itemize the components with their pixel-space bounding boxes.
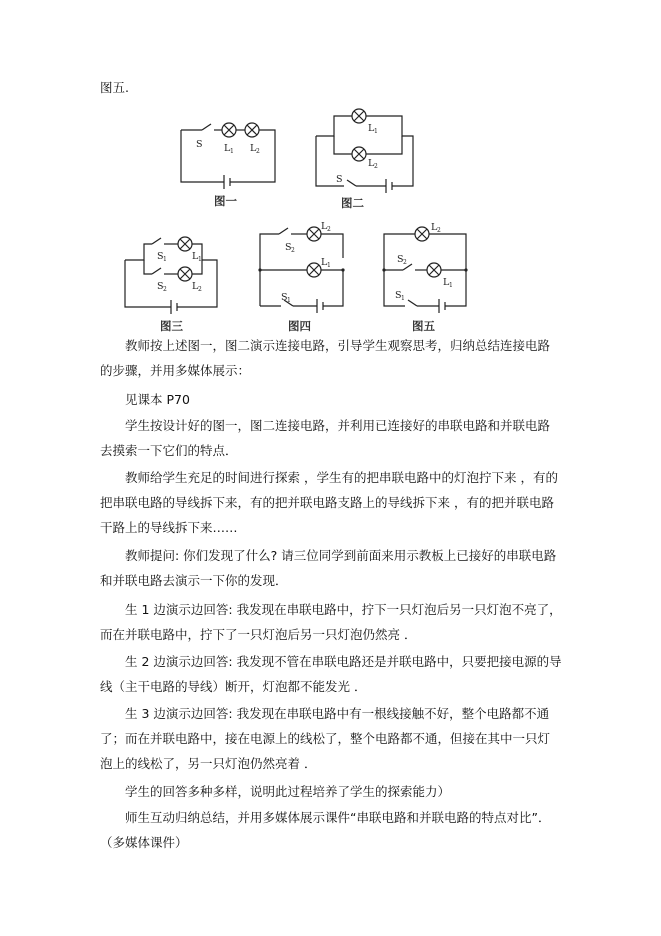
svg-text:1: 1 bbox=[163, 256, 167, 263]
svg-text:L: L bbox=[431, 222, 438, 233]
paragraph-7: 生 2 边演示边回答: 我发现不管在串联电路还是并联电路中，只要把接电源的导线（主干电路的导线）断开，灯泡都不能发光 ． bbox=[100, 654, 562, 694]
svg-text:L: L bbox=[321, 221, 328, 232]
svg-text:1: 1 bbox=[287, 297, 291, 304]
svg-text:1: 1 bbox=[327, 262, 331, 269]
svg-text:L: L bbox=[250, 143, 257, 154]
svg-text:L: L bbox=[368, 158, 375, 169]
figure-caption-fig4: 图四 bbox=[288, 319, 311, 333]
svg-text:2: 2 bbox=[327, 226, 331, 233]
circuit-diagram-fig3 bbox=[122, 234, 227, 316]
svg-text:2: 2 bbox=[163, 286, 167, 293]
svg-text:1: 1 bbox=[230, 148, 234, 155]
paragraph-3: 学生按设计好的图一，图二连接电路，并利用已连接好的串联电路和并联电路去摸索一下它们的特点． bbox=[100, 418, 551, 458]
paragraph-9: 学生的回答多种多样，说明此过程培养了学生的探索能力） bbox=[125, 784, 451, 799]
svg-text:2: 2 bbox=[256, 148, 260, 155]
circuit-diagram-fig2 bbox=[312, 110, 422, 194]
svg-text:2: 2 bbox=[291, 247, 295, 254]
figure-caption-fig5: 图五 bbox=[412, 319, 435, 333]
figure-caption-fig1: 图一 bbox=[214, 194, 237, 208]
section-heading: 图五. bbox=[100, 80, 129, 95]
figure-caption-fig2: 图二 bbox=[341, 196, 364, 210]
svg-text:2: 2 bbox=[437, 227, 441, 234]
svg-text:1: 1 bbox=[449, 282, 453, 289]
svg-text:2: 2 bbox=[403, 259, 407, 266]
circuit-diagram-fig1 bbox=[178, 120, 278, 190]
svg-text:L: L bbox=[321, 257, 328, 268]
paragraph-1: 教师按上述图一，图二演示连接电路，引导学生观察思考，归纳总结连接电路的步骤，并用多媒体展示： bbox=[100, 338, 551, 378]
paragraph-10: 师生互动归纳总结，并用多媒体展示课件“串联电路和并联电路的特点对比”．（多媒体课件） bbox=[100, 810, 551, 850]
svg-text:S: S bbox=[395, 290, 402, 301]
svg-text:1: 1 bbox=[198, 256, 202, 263]
paragraph-2: 见课本 P70 bbox=[125, 392, 190, 407]
svg-text:L: L bbox=[192, 251, 199, 262]
svg-text:L: L bbox=[192, 281, 199, 292]
circuit-diagram-fig4 bbox=[257, 222, 352, 316]
svg-text:S: S bbox=[281, 292, 288, 303]
svg-text:1: 1 bbox=[374, 128, 378, 135]
paragraph-5: 教师提问: 你们发现了什么? 请三位同学到前面来用示教板上已接好的串联电路和并联电路去演示一下你的发现． bbox=[100, 548, 557, 588]
svg-text:S: S bbox=[285, 242, 292, 253]
svg-text:L: L bbox=[224, 143, 231, 154]
svg-text:2: 2 bbox=[374, 163, 378, 170]
svg-text:L: L bbox=[368, 123, 375, 134]
svg-text:S: S bbox=[157, 251, 164, 262]
svg-text:1: 1 bbox=[401, 295, 405, 302]
figure-caption-fig3: 图三 bbox=[160, 319, 183, 333]
circuit-diagram-fig5 bbox=[381, 222, 476, 316]
svg-text:S: S bbox=[196, 139, 203, 150]
svg-text:S: S bbox=[397, 254, 404, 265]
svg-text:S: S bbox=[157, 281, 164, 292]
svg-text:S: S bbox=[336, 174, 343, 185]
paragraph-6: 生 1 边演示边回答: 我发现在串联电路中，拧下一只灯泡后另一只灯泡不亮了，而在并联电路中，拧下了一只灯泡后另一只灯泡仍然亮 ． bbox=[100, 602, 562, 642]
svg-text:2: 2 bbox=[198, 286, 202, 293]
paragraph-8: 生 3 边演示边回答: 我发现在串联电路中有一根线接触不好，整个电路都不通了；而在并联电路中，接在电源上的线松了，整个电路都不通，但接在其中一只灯泡上的线松了，另一只灯泡仍然亮着 ． bbox=[100, 706, 551, 771]
svg-text:L: L bbox=[443, 277, 450, 288]
paragraph-4: 教师给学生充足的时间进行探索 ，学生有的把串联电路中的灯泡拧下来 ，有的把串联电路的导线拆下来，有的把并联电路支路上的导线拆下来 ，有的把并联电路干路上的导线拆下来…… bbox=[100, 470, 558, 535]
